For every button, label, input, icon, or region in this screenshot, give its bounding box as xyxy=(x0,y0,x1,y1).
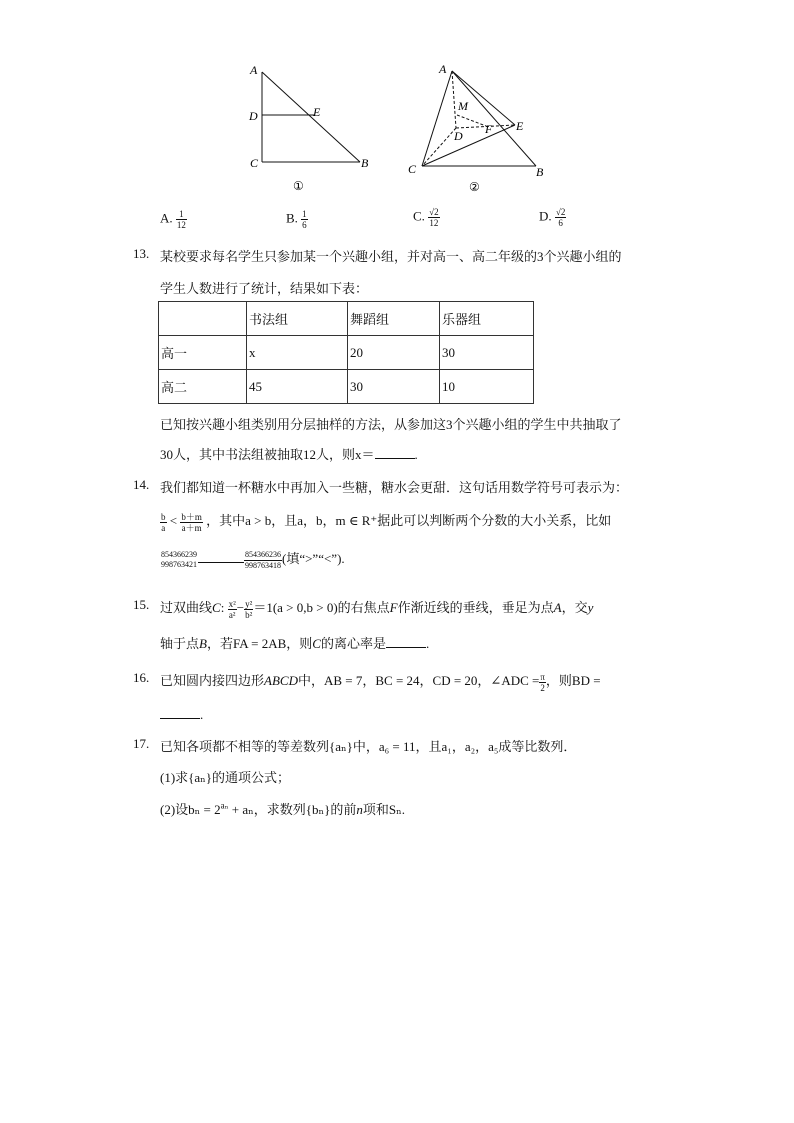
q15-point-f: F xyxy=(389,600,398,615)
q13-line1: 某校要求每名学生只参加某一个兴趣小组，并对高一、高二年级的3个兴趣小组的 xyxy=(160,249,622,264)
q13-number: 13. xyxy=(133,246,150,261)
q16-number: 16. xyxy=(133,670,150,685)
table-cell: 30 xyxy=(440,336,534,370)
q13-line3: 已知按兴趣小组类别用分层抽样的方法，从参加这3个兴趣小组的学生中共抽取了 xyxy=(160,417,622,432)
table-header-cell xyxy=(159,302,247,336)
q13-line4-end: . xyxy=(414,447,418,462)
q17-part2-text-c: 项和Sₙ. xyxy=(362,802,405,817)
q12-option-c-label: C. xyxy=(413,208,425,224)
q12-option-c[interactable] xyxy=(413,207,440,228)
q15-text-g: 的离心率是 xyxy=(320,636,386,651)
q16-line1 xyxy=(160,670,601,693)
q17-part2-text-b: + aₙ，求数列{bₙ}的前 xyxy=(228,802,357,817)
q13-line4 xyxy=(160,444,418,463)
fig2-label-e: E xyxy=(516,119,524,133)
q15-point-b: B xyxy=(199,636,207,651)
q16-angle-fraction: $\frac{\pi}{2}$ xyxy=(540,671,545,693)
q15-point-a: A xyxy=(553,600,562,615)
interest-group-table xyxy=(158,301,534,404)
q15-line1: 过双曲线C: $\frac{\text{x²}}{\text{a²}}$ − $\frac{\text{y²}}{\text{b²}}$ ＝1(a > 0,b > 0)的右焦点F作渐近线的垂线，垂足为点A，交y xyxy=(160,598,594,620)
table-cell: 30 xyxy=(348,370,440,404)
q12-option-b[interactable] xyxy=(286,209,308,230)
fig2-caption: ② xyxy=(469,180,480,194)
q15-colon: : xyxy=(220,600,225,615)
q15-axis-y: y xyxy=(587,600,594,615)
q12-option-a-label: A. xyxy=(160,210,173,226)
q13-line2: 学生人数进行了统计，结果如下表： xyxy=(160,281,369,296)
q17-line1: 已知各项都不相等的等差数列{aₙ}中，a₆ = 11，且a₁，a₂，a₅成等比数列． xyxy=(160,739,577,754)
figure-1-triangle xyxy=(240,60,380,195)
fig2-label-d: D xyxy=(454,129,463,143)
q15-text-f: ，若FA = 2AB，则 xyxy=(206,636,313,651)
q14-answer-blank[interactable] xyxy=(198,550,244,563)
q15-curve-c: C xyxy=(212,600,221,615)
fig1-label-c: C xyxy=(250,156,259,170)
q15-line2 xyxy=(160,633,429,652)
q12-option-d-fraction: $\frac{√2}{6}$ xyxy=(555,207,566,228)
q12-option-d[interactable] xyxy=(539,207,566,228)
q15-text-h: . xyxy=(425,636,430,651)
fig1-label-d: D xyxy=(249,109,258,123)
q12-option-a[interactable] xyxy=(160,209,187,230)
q14-line3-text: (填“>”“<”). xyxy=(282,551,345,566)
table-row xyxy=(159,370,534,404)
q15-number: 15. xyxy=(133,597,150,612)
q17-part2-exponent: aₙ xyxy=(220,800,229,811)
fig2-label-m: M xyxy=(458,99,468,113)
q15-text-c: 作渐近线的垂线，垂足为点 xyxy=(397,600,554,615)
fig1-label-b: B xyxy=(361,156,369,170)
q16-answer-blank[interactable] xyxy=(160,706,200,719)
q14-fraction-right: $\frac{854366236}{998763418}$ xyxy=(245,549,281,570)
q16-text-b: 中，AB = 7，BC = 24，CD = 20，∠ADC = xyxy=(297,673,540,688)
table-cell: 20 xyxy=(348,336,440,370)
table-header-row xyxy=(159,302,534,336)
q17-part2-text-a: (2)设bₙ = 2 xyxy=(160,802,221,817)
table-cell: x xyxy=(247,336,348,370)
q13-answer-blank[interactable] xyxy=(375,446,415,459)
q16-text-c: ，则BD = xyxy=(545,673,601,688)
table-header-cell: 书法组 xyxy=(247,302,348,336)
q14-line1: 我们都知道一杯糖水中再加入一些糖，糖水会更甜．这句话用数学符号可表示为： xyxy=(160,480,629,495)
fig2-label-c: C xyxy=(408,162,417,176)
q16-text-a: 已知圆内接四边形 xyxy=(160,673,265,688)
q15-text-b: ＝1(a > 0,b > 0)的右焦点 xyxy=(253,600,390,615)
table-cell: 10 xyxy=(440,370,534,404)
q15-text-e: 轴于点 xyxy=(160,636,200,651)
fig2-label-a: A xyxy=(439,62,447,76)
table-cell: 高二 xyxy=(159,370,247,404)
q14-line2-text: ，其中a > b，且a，b，m ∈ R⁺据此可以判断两个分数的大小关系，比如 xyxy=(206,513,612,528)
table-row xyxy=(159,336,534,370)
fig1-caption: ① xyxy=(293,179,304,193)
fig2-label-f: F xyxy=(485,122,493,136)
q17-part2 xyxy=(160,799,405,818)
q12-option-b-label: B. xyxy=(286,210,298,226)
table-cell: 45 xyxy=(247,370,348,404)
q15-curve-c2: C xyxy=(312,636,321,651)
q16-line2 xyxy=(160,706,203,723)
q14-line3 xyxy=(160,548,345,571)
table-header-cell: 乐器组 xyxy=(440,302,534,336)
q13-line4-text: 30人，其中书法组被抽取12人，则x＝ xyxy=(160,447,375,462)
q15-text-d: ，交 xyxy=(561,600,588,615)
fig1-label-e: E xyxy=(313,105,321,119)
fig2-label-b: B xyxy=(536,165,544,179)
q17-part1: (1)求{aₙ}的通项公式； xyxy=(160,770,291,785)
q17-part2-n: n xyxy=(356,802,363,817)
q12-option-a-fraction: $\frac{1}{12}$ xyxy=(176,209,186,230)
table-header-cell: 舞蹈组 xyxy=(348,302,440,336)
q14-number: 14. xyxy=(133,477,150,492)
q14-fraction-b-a: $\frac{b}{a}$ xyxy=(161,511,166,533)
table-cell: 高一 xyxy=(159,336,247,370)
q16-text-d: . xyxy=(200,707,204,722)
q14-fraction-bm-am: $\frac{b+m}{a+m}$ xyxy=(181,511,202,533)
q12-option-b-fraction: $\frac{1}{6}$ xyxy=(302,209,307,230)
q15-answer-blank[interactable] xyxy=(386,635,426,648)
q14-line2 xyxy=(160,510,611,533)
q12-option-c-fraction: $\frac{√2}{12}$ xyxy=(429,207,439,228)
figure-2-pyramid xyxy=(400,58,560,195)
q15-text-a: 过双曲线 xyxy=(160,600,213,615)
q16-quad: ABCD xyxy=(264,673,298,688)
q15-frac-y: $\frac{\text{y²}}{\text{b²}}$ xyxy=(245,598,253,620)
q14-less-than: < xyxy=(169,513,178,528)
fig1-label-a: A xyxy=(250,63,258,77)
q17-number: 17. xyxy=(133,736,150,751)
q12-option-d-label: D. xyxy=(539,208,552,224)
q14-fraction-left: 854366239 998763421 xyxy=(161,550,197,570)
q15-frac-x: $\frac{\text{x²}}{\text{a²}}$ xyxy=(228,598,236,620)
